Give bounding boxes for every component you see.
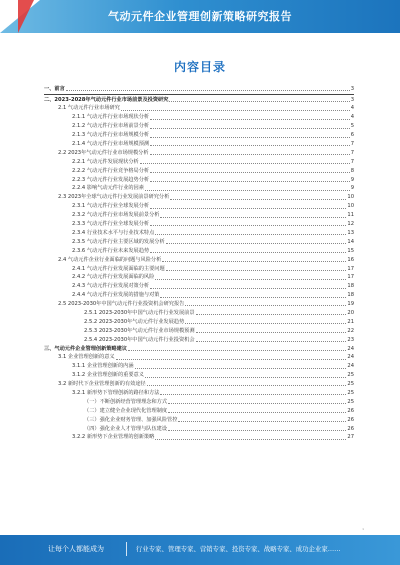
toc-entry-label: 2.3.4 行业技术水平与行业技术特点 xyxy=(72,229,155,236)
toc-leader-dots xyxy=(169,101,349,102)
toc-leader-dots xyxy=(160,394,346,395)
toc-entry-label: 2.3.1 气动元件行业全球发展分析 xyxy=(72,203,150,210)
toc-leader-dots xyxy=(150,252,346,253)
toc-entry[interactable] xyxy=(44,157,354,166)
toc-entry-page: 25 xyxy=(347,381,354,388)
toc-entry-page: 23 xyxy=(347,336,354,343)
toc-entry-page: 17 xyxy=(347,265,354,272)
toc-entry[interactable] xyxy=(44,166,354,175)
toc-entry[interactable] xyxy=(44,201,354,210)
toc-entry[interactable] xyxy=(44,112,354,121)
toc-entry-label: 2.3.3 气动元件行业全球发展分析 xyxy=(72,221,150,228)
toc-entry-page: 24 xyxy=(347,345,354,352)
toc-entry-label: 三、气动元件企业管理创新策略建议 xyxy=(44,345,128,352)
toc-entry-page: 10 xyxy=(347,194,354,201)
toc-entry-page: 17 xyxy=(347,274,354,281)
toc-entry[interactable] xyxy=(44,308,354,317)
toc-entry-page: 20 xyxy=(347,309,354,316)
toc-entry[interactable] xyxy=(44,335,354,344)
toc-entry-page: 7 xyxy=(350,158,354,165)
toc-entry-label: 2.5.3 2023-2030年气动元件行业市场规模预测 xyxy=(84,327,195,334)
toc-leader-dots xyxy=(168,412,346,413)
toc-entry-label: 2.5.4 2023-2030年中国气动元件行业投资机会 xyxy=(84,336,195,343)
toc-entry-label: 2.4.4 气动元件行业发展的措施与对策 xyxy=(72,292,160,299)
toc-leader-dots xyxy=(160,297,346,298)
toc-entry[interactable] xyxy=(44,415,354,424)
toc-entry[interactable] xyxy=(44,397,354,406)
toc-entry-label: 2.3.5 气动元件行业主要区域的发展分析 xyxy=(72,238,165,245)
toc-leader-dots xyxy=(66,90,350,91)
toc-entry-label: 3.2 新时代下企业管理创新的有效途径 xyxy=(58,381,146,388)
toc-leader-dots xyxy=(150,128,350,129)
toc-leader-dots xyxy=(121,110,350,111)
footer-tagline: 行业专家、管理专家、营销专家、投资专家、战略专家、成功企业家…… xyxy=(136,545,341,553)
toc-leader-dots xyxy=(150,288,346,289)
toc-entry[interactable] xyxy=(44,388,354,397)
toc-entry-page: 25 xyxy=(347,389,354,396)
toc-entry[interactable] xyxy=(44,281,354,290)
toc-entry[interactable] xyxy=(44,326,354,335)
toc-leader-dots xyxy=(160,217,346,218)
toc-leader-dots xyxy=(166,243,347,244)
toc-entry-page: 24 xyxy=(347,363,354,370)
toc-entry-page: 25 xyxy=(347,398,354,405)
toc-leader-dots xyxy=(196,314,347,315)
toc-entry-label: 2.5 2023-2030年中国气动元件行业投资机会研究报告 xyxy=(58,301,185,308)
toc-leader-dots xyxy=(150,225,346,226)
toc-entry-page: 4 xyxy=(350,114,354,121)
toc-entry[interactable] xyxy=(44,175,354,184)
toc-entry[interactable] xyxy=(44,273,354,282)
toc-entry[interactable] xyxy=(44,210,354,219)
toc-entry-page: 3 xyxy=(350,85,354,92)
toc-entry-page: 6 xyxy=(350,132,354,139)
toc-entry[interactable] xyxy=(44,379,354,388)
toc-entry-label: 2.1.4 气动元件行业市场规模预测 xyxy=(72,141,150,148)
toc-entry-page: 8 xyxy=(350,167,354,174)
toc-leader-dots xyxy=(185,305,346,306)
toc-entry-page: 26 xyxy=(347,425,354,432)
toc-entry-label: 一、前言 xyxy=(44,85,65,92)
toc-entry-label: 2.2.2 气动元件行业竞争格局分析 xyxy=(72,167,150,174)
toc-leader-dots xyxy=(168,403,346,404)
toc-entry[interactable] xyxy=(44,317,354,326)
toc-entry-label: 3.2.2 新形势下企业管理的创新策略 xyxy=(72,434,155,441)
toc-entry-label: （三）强化企业财务管理、加强风险管控 xyxy=(84,416,178,423)
toc-entry-label: 2.3 2023年全球气动元件行业发展前景研究分析 xyxy=(58,194,170,201)
toc-entry-page: 9 xyxy=(350,185,354,192)
toc-entry-label: （一）不断创新经营管理理念和方式 xyxy=(84,398,168,405)
toc-entry-page: 18 xyxy=(347,292,354,299)
toc-entry-label: 2.1.3 气动元件行业市场规模分析 xyxy=(72,132,150,139)
toc-entry-page: 11 xyxy=(347,212,354,219)
toc-entry-label: 2.4.1 气动元件行业发展面临的主要问题 xyxy=(72,265,165,272)
toc-entry-page: 26 xyxy=(347,416,354,423)
toc-entry-page: 21 xyxy=(347,318,354,325)
toc-leader-dots xyxy=(150,137,350,138)
toc-entry-label: 3.1.1 企业管理创新的内涵 xyxy=(72,363,134,370)
toc-entry-page: 14 xyxy=(347,238,354,245)
toc-entry-page: 26 xyxy=(347,407,354,414)
toc-entry-label: 2.4.2 气动元件行业发展面临的风险 xyxy=(72,274,155,281)
toc-entry-label: 二、2023-2028年气动元件行业市场前景及投资研究 xyxy=(44,96,169,103)
toc-entry-page: 7 xyxy=(350,141,354,148)
toc-leader-dots xyxy=(155,234,346,235)
toc-entry[interactable] xyxy=(44,290,354,299)
toc-entry[interactable] xyxy=(44,255,354,264)
report-footer xyxy=(0,535,400,565)
toc-entry-label: 2.2.1 气动元件发展现状分析 xyxy=(72,158,139,165)
toc-entry-page: 4 xyxy=(350,105,354,112)
footer-slogan: 让每个人都能成为 xyxy=(48,545,104,553)
toc-leader-dots xyxy=(178,421,346,422)
report-header xyxy=(0,0,400,33)
toc-leader-dots xyxy=(185,323,346,324)
toc-entry[interactable] xyxy=(44,192,354,201)
toc-leader-dots xyxy=(128,350,346,351)
toc-entry-page: 18 xyxy=(347,283,354,290)
toc-leader-dots xyxy=(168,430,346,431)
toc-entry-page: 15 xyxy=(347,247,354,254)
toc-leader-dots xyxy=(140,163,350,164)
toc-leader-dots xyxy=(145,190,350,191)
toc-entry[interactable] xyxy=(44,406,354,415)
table-of-contents xyxy=(44,84,354,441)
toc-entry-label: 2.1.1 气动元件行业市场现状分析 xyxy=(72,114,150,121)
toc-entry-page: 22 xyxy=(347,327,354,334)
toc-entry-page: 24 xyxy=(347,354,354,361)
toc-entry[interactable] xyxy=(44,104,354,113)
toc-entry-page: 9 xyxy=(350,176,354,183)
toc-entry[interactable] xyxy=(44,148,354,157)
toc-entry[interactable] xyxy=(44,370,354,379)
toc-entry-page: 3 xyxy=(350,96,354,103)
toc-entry-label: 2.1.2 气动元件行业市场前景分析 xyxy=(72,123,150,130)
toc-entry-label: 2.2.4 影响气动元件行业的因素 xyxy=(72,185,144,192)
toc-entry-label: （四）强化企业人才管理与队伍建设 xyxy=(84,425,168,432)
toc-entry-label: 2.4 气动元件企业行业面临的问题与风险分析 xyxy=(58,256,162,263)
toc-leader-dots xyxy=(150,208,346,209)
toc-leader-dots xyxy=(170,199,346,200)
toc-entry[interactable] xyxy=(44,219,354,228)
toc-entry-page: 27 xyxy=(347,434,354,441)
toc-entry[interactable] xyxy=(44,433,354,442)
toc-entry[interactable] xyxy=(44,237,354,246)
toc-entry[interactable] xyxy=(44,353,354,362)
toc-leader-dots xyxy=(150,181,350,182)
toc-entry-page: 19 xyxy=(347,301,354,308)
toc-entry-label: 2.5.1 2023-2030年中国气动元件行业发展前景 xyxy=(84,309,195,316)
toc-entry[interactable] xyxy=(44,139,354,148)
toc-entry-page: 5 xyxy=(350,123,354,130)
toc-leader-dots xyxy=(116,359,347,360)
toc-entry-page: 16 xyxy=(347,256,354,263)
toc-entry-label: 3.1 企业管理创新的意义 xyxy=(58,354,115,361)
toc-leader-dots xyxy=(150,145,350,146)
toc-entry[interactable] xyxy=(44,344,354,353)
report-title: 气动元件企业管理创新策略研究报告 xyxy=(108,10,292,23)
toc-leader-dots xyxy=(135,368,347,369)
toc-entry-label: 2.2.3 气动元件行业发展趋势分析 xyxy=(72,176,150,183)
toc-entry[interactable] xyxy=(44,228,354,237)
toc-leader-dots xyxy=(166,270,347,271)
toc-leader-dots xyxy=(145,377,346,378)
toc-entry-label: 2.2 2023年气动元件行业市场规模分析 xyxy=(58,149,149,156)
toc-entry[interactable] xyxy=(44,361,354,370)
toc-entry-label: 2.3.2 气动元件行业市场发展前景分析 xyxy=(72,212,160,219)
toc-entry-label: （二）建立健全企业现代化管理制度 xyxy=(84,407,168,414)
toc-entry-label: 3.2.1 新形势下管理创新的路径和方法 xyxy=(72,389,160,396)
toc-entry[interactable] xyxy=(44,424,354,433)
toc-leader-dots xyxy=(147,385,347,386)
toc-entry-label: 2.4.3 气动元件行业发展对策分析 xyxy=(72,283,150,290)
toc-heading: 内容目录 xyxy=(173,60,226,74)
toc-entry-page: 25 xyxy=(347,372,354,379)
toc-leader-dots xyxy=(150,119,350,120)
toc-entry[interactable] xyxy=(44,246,354,255)
toc-leader-dots xyxy=(155,439,346,440)
toc-entry[interactable] xyxy=(44,184,354,193)
page-marker: 1 xyxy=(362,527,364,531)
toc-leader-dots xyxy=(196,332,347,333)
toc-entry[interactable] xyxy=(44,299,354,308)
toc-leader-dots xyxy=(150,172,350,173)
toc-entry-page: 12 xyxy=(347,221,354,228)
toc-entry[interactable] xyxy=(44,130,354,139)
toc-entry[interactable] xyxy=(44,84,354,93)
toc-leader-dots xyxy=(196,341,347,342)
toc-leader-dots xyxy=(150,154,350,155)
footer-separator xyxy=(126,542,127,556)
toc-entry-page: 10 xyxy=(347,203,354,210)
toc-leader-dots xyxy=(162,261,346,262)
toc-entry-label: 2.3.6 气动元件行业未来发展趋势 xyxy=(72,247,150,254)
toc-leader-dots xyxy=(155,279,346,280)
toc-entry-label: 2.1 气动元件行业市场研究 xyxy=(58,105,120,112)
toc-entry-label: 3.1.2 企业管理创新的重要意义 xyxy=(72,372,144,379)
toc-entry[interactable] xyxy=(44,121,354,130)
toc-entry-page: 13 xyxy=(347,229,354,236)
toc-entry[interactable] xyxy=(44,264,354,273)
toc-entry[interactable] xyxy=(44,95,354,104)
toc-entry-label: 2.5.2 2023-2030年气动元件行业发展趋势 xyxy=(84,318,185,325)
toc-entry-page: 7 xyxy=(350,149,354,156)
